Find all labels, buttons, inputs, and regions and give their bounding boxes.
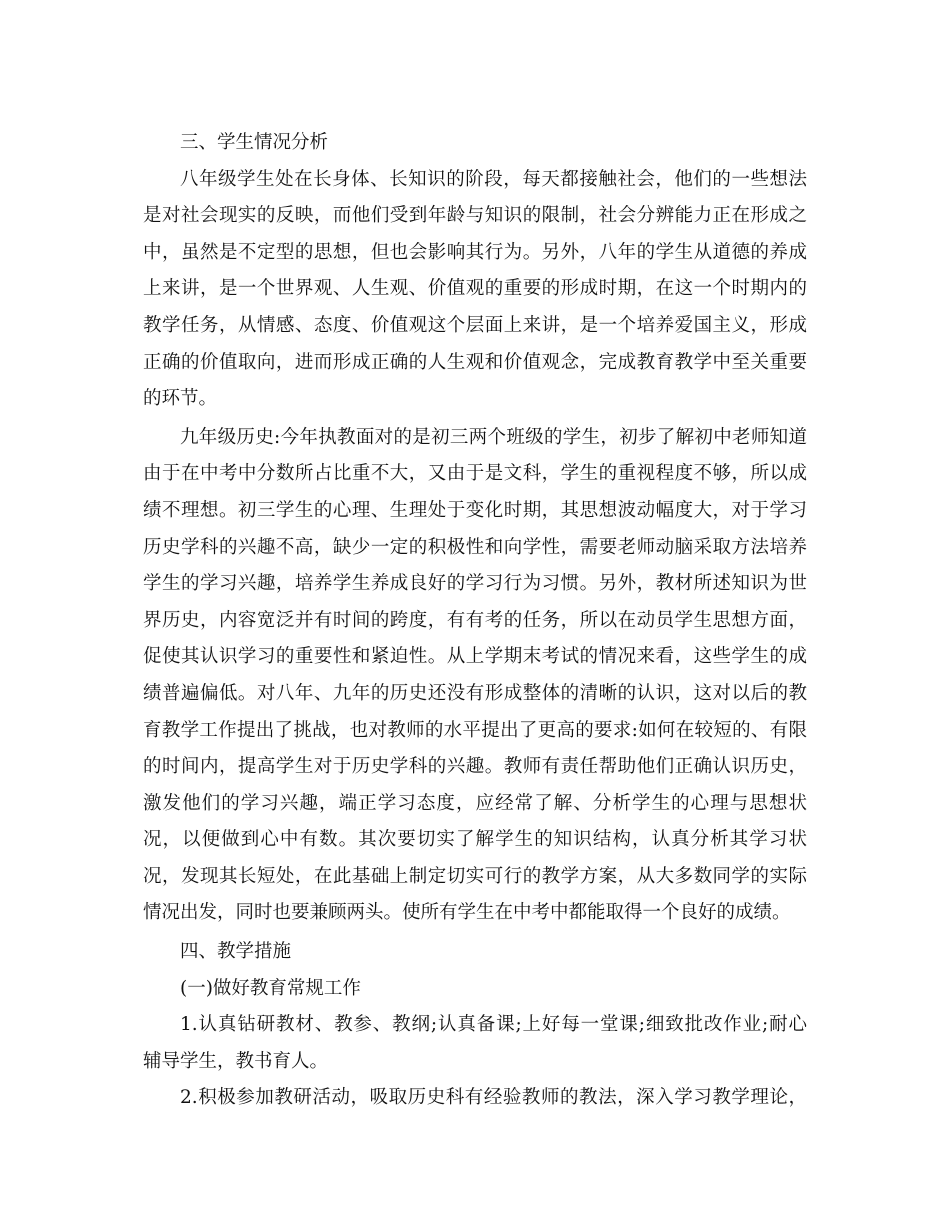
list-item-1-line: 辅导学生，教书育人。 xyxy=(143,1050,329,1072)
paragraph-line: 激发他们的学习兴趣，端正学习态度，应经常了解、分析学生的心理与思想状 xyxy=(143,792,807,814)
section-heading-teaching-measures: 四、教学措施 xyxy=(180,941,292,963)
paragraph-line: 由于在中考中分数所占比重不大，又由于是文科，学生的重视程度不够，所以成 xyxy=(143,463,807,485)
paragraph-line: 绩不理想。初三学生的心理、生理处于变化时期，其思想波动幅度大，对于学习 xyxy=(143,499,807,521)
paragraph-line: 的时间内，提高学生对于历史学科的兴趣。教师有责任帮助他们正确认识历史， xyxy=(143,756,807,778)
paragraph-line: 教学任务，从情感、态度、价值观这个层面上来讲，是一个培养爱国主义，形成 xyxy=(143,314,807,336)
list-item-1-line: 1.认真钻研教材、教参、教纲;认真备课;上好每一堂课;细致批改作业;耐心 xyxy=(180,1014,807,1036)
paragraph-line: 学生的学习兴趣，培养学生养成良好的学习行为习惯。另外，教材所述知识为世 xyxy=(143,573,807,595)
subsection-heading-routine-work: (一)做好教育常规工作 xyxy=(180,977,361,999)
paragraph-line: 历史学科的兴趣不高，缺少一定的积极性和向学性，需要老师动脑采取方法培养 xyxy=(143,536,807,558)
paragraph-line: 况，以便做到心中有数。其次要切实了解学生的知识结构，认真分析其学习状 xyxy=(143,829,807,851)
paragraph-line: 育教学工作提出了挑战，也对教师的水平提出了更高的要求:如何在较短的、有限 xyxy=(143,719,807,741)
paragraph-line: 促使其认识学习的重要性和紧迫性。从上学期末考试的情况来看，这些学生的成 xyxy=(143,646,807,668)
paragraph-line: 正确的价值取向，进而形成正确的人生观和价值观念，完成教育教学中至关重要 xyxy=(143,351,807,373)
paragraph-line: 的环节。 xyxy=(143,388,218,410)
list-item-2-line: 2.积极参加教研活动，吸取历史科有经验教师的教法，深入学习教学理论， xyxy=(180,1087,807,1109)
paragraph-line: 中，虽然是不定型的思想，但也会影响其行为。另外，八年的学生从道德的养成 xyxy=(143,241,807,263)
document-page xyxy=(143,125,807,1117)
paragraph-line: 绩普遍偏低。对八年、九年的历史还没有形成整体的清晰的认识，这对以后的教 xyxy=(143,682,807,704)
paragraph-line: 九年级历史:今年执教面对的是初三两个班级的学生，初步了解初中老师知道 xyxy=(180,426,807,448)
section-heading-student-analysis: 三、学生情况分析 xyxy=(180,132,329,153)
paragraph-line: 情况出发，同时也要兼顾两头。使所有学生在中考中都能取得一个良好的成绩。 xyxy=(143,902,791,924)
paragraph-line: 上来讲，是一个世界观、人生观、价值观的重要的形成时期，在这一个时期内的 xyxy=(143,278,807,300)
paragraph-line: 况，发现其长短处，在此基础上制定切实可行的教学方案，从大多数同学的实际 xyxy=(143,865,807,887)
paragraph-line: 是对社会现实的反映，而他们受到年龄与知识的限制，社会分辨能力正在形成之 xyxy=(143,205,807,227)
paragraph-line: 界历史，内容宽泛并有时间的跨度，有有考的任务，所以在动员学生思想方面， xyxy=(143,609,807,631)
paragraph-line: 八年级学生处在长身体、长知识的阶段，每天都接触社会，他们的一些想法 xyxy=(180,168,807,190)
